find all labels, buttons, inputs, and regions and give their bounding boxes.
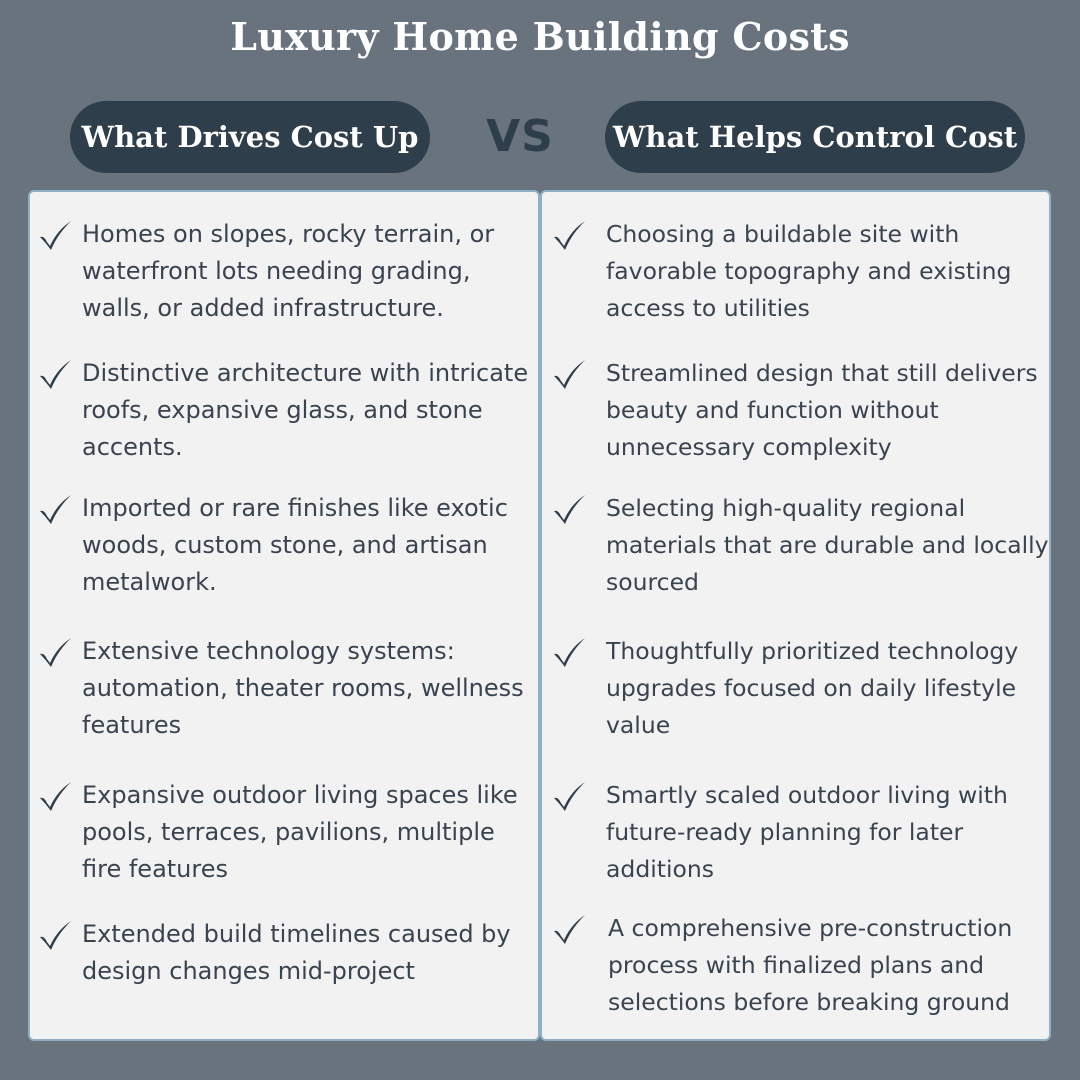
cost-up-item bbox=[30, 892, 538, 1012]
checkmark-icon bbox=[550, 218, 588, 252]
cost-up-item bbox=[30, 192, 538, 322]
control-cost-item bbox=[542, 753, 1049, 883]
control-cost-item bbox=[542, 609, 1049, 739]
checkmark-icon bbox=[550, 912, 588, 946]
vs-label: VS bbox=[486, 110, 554, 162]
item-text: Choosing a buildable site with favorable topography and existing access to utilities bbox=[606, 220, 1012, 322]
cost-up-header: What Drives Cost Up bbox=[70, 101, 430, 173]
control-cost-header: What Helps Control Cost bbox=[605, 101, 1025, 173]
item-text: Imported or rare finishes like exotic woods, custom stone, and artisan metalwork. bbox=[82, 494, 508, 596]
control-cost-panel bbox=[540, 190, 1051, 1041]
checkmark-icon bbox=[36, 357, 74, 391]
checkmark-icon bbox=[550, 357, 588, 391]
control-cost-item bbox=[542, 466, 1049, 596]
item-text: Thoughtfully prioritized technology upgrades focused on daily lifestyle value bbox=[606, 637, 1019, 739]
item-text: Extensive technology systems: automation, theater rooms, wellness features bbox=[82, 637, 524, 739]
cost-up-item bbox=[30, 331, 538, 461]
item-text: A comprehensive pre-construction process with finalized plans and selections before breaking ground bbox=[608, 914, 1013, 1016]
checkmark-icon bbox=[36, 779, 74, 813]
checkmark-icon bbox=[36, 635, 74, 669]
item-text: Expansive outdoor living spaces like pools, terraces, pavilions, multiple fire features bbox=[82, 781, 518, 883]
cost-up-panel bbox=[28, 190, 540, 1041]
item-text: Homes on slopes, rocky terrain, or waterfront lots needing grading, walls, or added infrastructure. bbox=[82, 220, 495, 322]
checkmark-icon bbox=[36, 918, 74, 952]
cost-up-item bbox=[30, 466, 538, 596]
item-text: Smartly scaled outdoor living with future-ready planning for later additions bbox=[606, 781, 1008, 883]
control-cost-item bbox=[542, 192, 1049, 322]
checkmark-icon bbox=[550, 779, 588, 813]
page-title: Luxury Home Building Costs bbox=[230, 14, 850, 59]
checkmark-icon bbox=[36, 218, 74, 252]
checkmark-icon bbox=[550, 492, 588, 526]
item-text: Selecting high-quality regional materials that are durable and locally sourced bbox=[606, 494, 1049, 596]
item-text: Extended build timelines caused by design changes mid-project bbox=[82, 920, 511, 985]
cost-up-item bbox=[30, 753, 538, 883]
cost-up-item bbox=[30, 609, 538, 739]
control-cost-item bbox=[542, 886, 1049, 1016]
checkmark-icon bbox=[550, 635, 588, 669]
checkmark-icon bbox=[36, 492, 74, 526]
item-text: Streamlined design that still delivers beauty and function without unnecessary complexity bbox=[606, 359, 1038, 461]
control-cost-item bbox=[542, 331, 1049, 461]
item-text: Distinctive architecture with intricate roofs, expansive glass, and stone accents. bbox=[82, 359, 529, 461]
